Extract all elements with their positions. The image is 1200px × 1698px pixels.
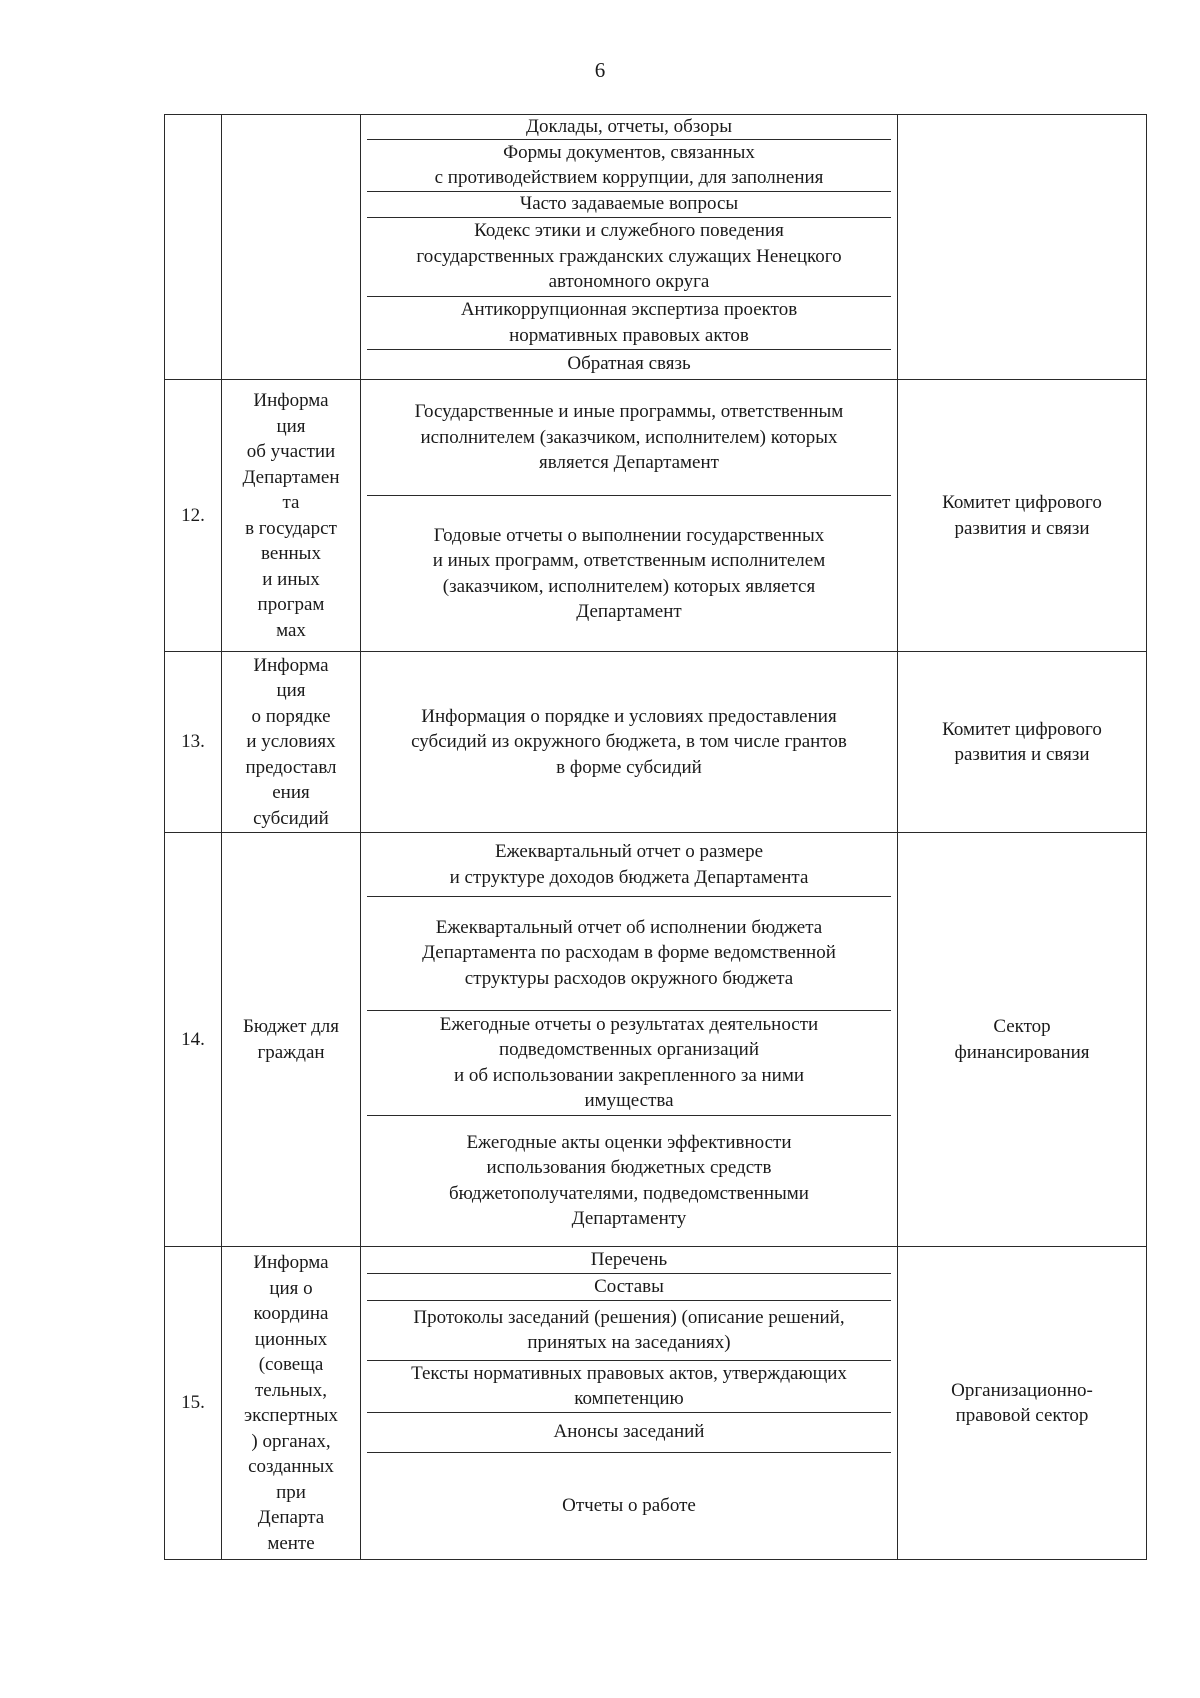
- subitem-text: [450, 839, 809, 890]
- subitem: [367, 1361, 891, 1413]
- subitem-line: Перечень: [590, 1249, 668, 1271]
- subitem-text: [461, 297, 797, 348]
- row-title: [222, 380, 361, 652]
- title-line: при: [276, 1481, 306, 1503]
- subitem: [367, 1011, 891, 1116]
- table-row: [165, 833, 1147, 1247]
- subitem-line: Департамента по расходам в форме ведомственной: [422, 942, 836, 964]
- subitem: [367, 1413, 891, 1453]
- responsible-line: Комитет цифрового: [942, 492, 1102, 513]
- subitem-line: Тексты нормативных правовых актов, утверждающих: [411, 1362, 847, 1384]
- subitem-line: нормативных правовых актов: [509, 324, 749, 346]
- subitem-line: автономного округа: [548, 271, 710, 293]
- subitem-line: подведомственных организаций: [498, 1039, 760, 1060]
- title-line: Департа: [257, 1507, 325, 1528]
- responsible-line: Сектор: [993, 1016, 1051, 1037]
- subitem-line: Ежеквартальный отчет о размере: [494, 841, 764, 862]
- subitem-line: структуры расходов окружного бюджета: [464, 967, 794, 989]
- subitem-line: Протоколы заседаний (решения) (описание решений,: [413, 1306, 845, 1328]
- subitem: [367, 140, 891, 192]
- title-line: Департамен: [242, 466, 340, 488]
- subitem-text: [422, 915, 836, 992]
- row-subitems: [361, 115, 898, 380]
- subitem-line: Антикоррупционная экспертиза проектов: [460, 299, 798, 320]
- row-responsible: [898, 115, 1147, 380]
- title-line: та: [282, 492, 300, 513]
- subitem-line: Обратная связь: [567, 353, 691, 375]
- title-line: програм: [257, 594, 325, 615]
- subitem: [367, 218, 891, 297]
- subitem-line: компетенцию: [574, 1388, 684, 1409]
- subitem-line: и об использовании закрепленного за ними: [453, 1064, 805, 1086]
- subitem: [367, 380, 891, 496]
- title-line: Бюджет для: [242, 1016, 340, 1037]
- title-line: ция: [276, 415, 306, 437]
- subitem-line: с противодействием коррупции, для заполнения: [434, 167, 824, 188]
- subitem-line: Департаменту: [571, 1208, 687, 1229]
- subitem-line: Доклады, отчеты, обзоры: [526, 116, 732, 138]
- subitem-line: Часто задаваемые вопросы: [519, 193, 739, 215]
- subitem-line: исполнителем (заказчиком, исполнителем) которых: [420, 426, 838, 448]
- subitem-text: [415, 399, 844, 476]
- title-line: Информа: [253, 1252, 329, 1273]
- subitem: [367, 834, 891, 897]
- title-line: ционных: [254, 1328, 328, 1350]
- subitem: [367, 1453, 891, 1559]
- title-line: (совеща: [258, 1354, 324, 1375]
- table-body: [165, 115, 1147, 1560]
- subitem-line: Отчеты о работе: [562, 1494, 696, 1516]
- row-responsible: [898, 380, 1147, 652]
- row-subitems: [361, 652, 898, 833]
- subitem-text: [416, 218, 841, 295]
- table-row: [165, 380, 1147, 652]
- title-line: менте: [267, 1532, 315, 1554]
- subitem-text: [554, 1419, 705, 1445]
- row-number: 15.: [165, 1247, 222, 1560]
- title-line: ция: [276, 680, 306, 702]
- title-line: ) органах,: [251, 1430, 331, 1452]
- row-number: 14.: [165, 833, 222, 1247]
- subitem-line: субсидий из окружного бюджета, в том числе грантов: [411, 731, 847, 753]
- title-line: координа: [253, 1303, 329, 1324]
- table-row: [165, 115, 1147, 380]
- row-title: [222, 833, 361, 1247]
- table-row: [165, 652, 1147, 833]
- subitem-line: Ежегодные акты оценки эффективности: [466, 1131, 792, 1153]
- row-responsible: [898, 833, 1147, 1247]
- subitem: [367, 496, 891, 651]
- row-responsible: [898, 1247, 1147, 1560]
- table-row: [165, 1247, 1147, 1560]
- title-line: об участии: [246, 441, 336, 462]
- row-number: 12.: [165, 380, 222, 652]
- responsible-line: Комитет цифрового: [942, 718, 1102, 740]
- responsible-line: правовой сектор: [955, 1405, 1089, 1426]
- row-responsible: [898, 652, 1147, 833]
- subitem-text: [433, 523, 826, 625]
- subitem-line: в форме субсидий: [556, 756, 702, 778]
- subitem: [367, 1274, 891, 1301]
- row-title: [222, 652, 361, 833]
- subitem-text: [449, 1130, 809, 1232]
- subitem-line: Государственные и иные программы, ответственным: [414, 401, 844, 423]
- title-line: и иных: [262, 568, 320, 590]
- subitem-line: Составы: [594, 1275, 664, 1297]
- subitem: [367, 297, 891, 350]
- subitem: [367, 1248, 891, 1274]
- row-subitems: [361, 833, 898, 1247]
- row-title: [222, 1247, 361, 1560]
- subitem-text: [411, 1361, 847, 1412]
- subitem-line: и иных программ, ответственным исполнителем: [432, 550, 826, 571]
- subitem: [367, 897, 891, 1011]
- title-line: ения: [272, 782, 310, 804]
- title-line: тельных,: [254, 1379, 328, 1401]
- row-number: 13.: [165, 652, 222, 833]
- subitem: [367, 1301, 891, 1361]
- subitem-text: [526, 114, 732, 140]
- title-line: в государст: [245, 517, 337, 539]
- subitem-text: [435, 140, 824, 191]
- title-line: граждан: [257, 1041, 325, 1063]
- subitem: [367, 1116, 891, 1246]
- row-number: [165, 115, 222, 380]
- title-line: созданных: [248, 1456, 334, 1477]
- row-title: [222, 115, 361, 380]
- subitem-line: является Департамент: [539, 452, 719, 474]
- subitem-line: Информация о порядке и условиях предоставления: [421, 705, 837, 727]
- subitem-line: (заказчиком, исполнителем) которых является: [442, 575, 816, 597]
- subitem-text: [594, 1274, 664, 1300]
- subitem-text: [413, 1305, 844, 1356]
- title-line: Информа: [253, 390, 329, 411]
- title-line: экспертных: [244, 1405, 338, 1426]
- subitem-text: [567, 351, 690, 377]
- row-subitems: [361, 380, 898, 652]
- subitem-line: государственных гражданских служащих Ненецкого: [416, 245, 842, 267]
- subitem: [367, 350, 891, 379]
- subitem-line: Годовые отчеты о выполнении государственных: [433, 524, 825, 546]
- page-number: 6: [594, 58, 606, 82]
- subitem: [367, 192, 891, 218]
- subitem: [367, 116, 891, 140]
- title-line: мах: [276, 619, 306, 641]
- responsible-line: финансирования: [954, 1041, 1090, 1063]
- responsible-line: развития и связи: [954, 517, 1090, 539]
- subitem-line: Ежеквартальный отчет об исполнении бюджета: [435, 916, 823, 938]
- subitem-text: [411, 704, 847, 781]
- title-line: субсидий: [253, 807, 329, 829]
- subitem-line: Кодекс этики и служебного поведения: [474, 220, 784, 242]
- subitem-line: использования бюджетных средств: [486, 1157, 772, 1178]
- subitem-line: бюджетополучателями, подведомственными: [449, 1182, 809, 1204]
- title-line: ция о: [269, 1277, 313, 1299]
- subitem: [367, 652, 891, 832]
- subitem-text: [591, 1247, 667, 1273]
- subitem-text: [520, 191, 738, 217]
- title-line: Информа: [253, 654, 329, 676]
- row-subitems: [361, 1247, 898, 1560]
- title-line: предоставл: [245, 756, 337, 778]
- subitem-line: Анонсы заседаний: [553, 1421, 705, 1443]
- disclosure-table: [164, 114, 1147, 1560]
- responsible-line: Организационно-: [951, 1379, 1093, 1401]
- subitem-text: [562, 1493, 696, 1519]
- subitem-line: Ежегодные отчеты о результатах деятельности: [439, 1013, 819, 1035]
- subitem-line: и структуре доходов бюджета Департамента: [449, 866, 809, 888]
- subitem-line: принятых на заседаниях): [527, 1332, 731, 1353]
- title-line: и условиях: [246, 731, 336, 753]
- subitem-line: имущества: [584, 1090, 674, 1111]
- title-line: венных: [261, 543, 321, 564]
- subitem-line: Формы документов, связанных: [503, 141, 755, 163]
- subitem-text: [440, 1012, 818, 1114]
- title-line: о порядке: [251, 705, 331, 727]
- subitem-line: Департамент: [576, 601, 682, 622]
- responsible-line: развития и связи: [954, 744, 1090, 765]
